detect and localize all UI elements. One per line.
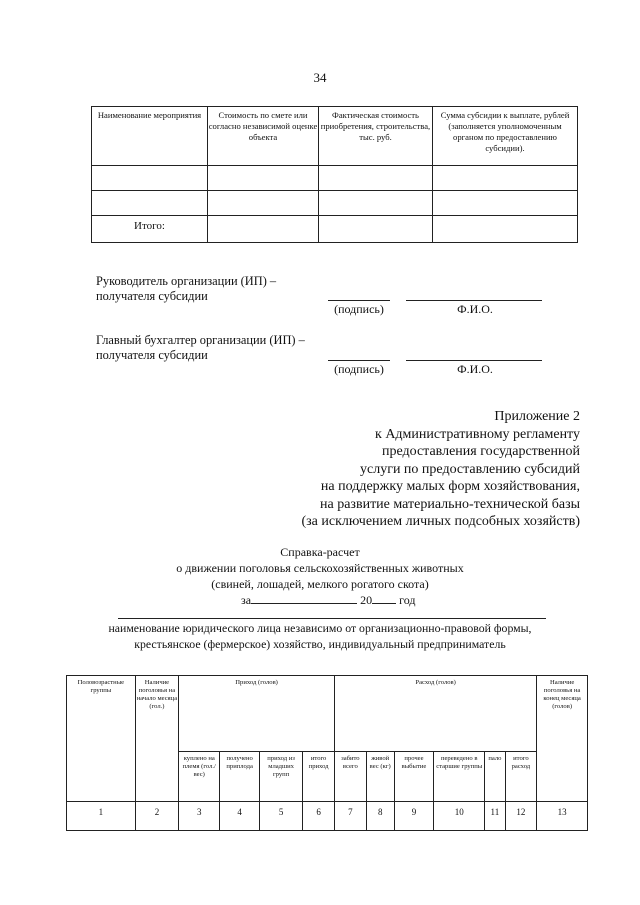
column-number: 7: [335, 802, 367, 831]
header-cell: Наличие поголовья на начало месяца (гол.): [135, 676, 178, 802]
column-number: 5: [260, 802, 303, 831]
table-cell[interactable]: [92, 191, 208, 216]
page-number: 34: [313, 70, 327, 85]
certificate-title: Справка-расчет: [280, 545, 360, 559]
total-label: Итого:: [92, 216, 208, 243]
period-prefix: за: [241, 593, 252, 607]
signature-line[interactable]: [328, 300, 390, 301]
signature-title-line: получателя субсидии: [96, 289, 208, 303]
signature-title-line: Главный бухгалтер организации (ИП) –: [96, 333, 305, 347]
signature-title-2: [96, 333, 305, 363]
period-year: 20: [360, 593, 373, 607]
table-row: [92, 166, 578, 191]
subheader-cell: переведено в старшие группы: [434, 752, 485, 802]
column-number: 2: [135, 802, 178, 831]
header-cell: Фактическая стоимость приобретения, строительства, тыс. руб.: [319, 107, 433, 166]
entity-name-line[interactable]: [118, 618, 546, 619]
subheader-cell: получено приплода: [220, 752, 260, 802]
column-number: 8: [366, 802, 394, 831]
appendix-heading: [301, 408, 580, 531]
appendix-line: услуги по предоставлению субсидий: [360, 461, 580, 477]
subheader-cell: итого приход: [303, 752, 335, 802]
subheader-cell: пало: [485, 752, 505, 802]
column-number: 1: [67, 802, 136, 831]
year-field[interactable]: [372, 603, 396, 604]
table-cell[interactable]: [433, 191, 578, 216]
column-number: 4: [220, 802, 260, 831]
column-number: 3: [179, 802, 220, 831]
table-cell[interactable]: [92, 166, 208, 191]
header-cell: Наличие поголовья на конец месяца (голов): [537, 676, 588, 802]
column-number: 13: [537, 802, 588, 831]
column-number: 12: [505, 802, 537, 831]
table-cell[interactable]: [319, 191, 433, 216]
name-caption: Ф.И.О.: [457, 302, 493, 316]
signature-title-line: Руководитель организации (ИП) –: [96, 274, 277, 288]
sign-caption: (подпись): [334, 362, 384, 376]
table-cell[interactable]: [208, 166, 319, 191]
appendix-line: предоставления государственной: [381, 444, 580, 459]
column-numbers-row: [67, 802, 588, 831]
header-cell: Расход (голов): [335, 676, 537, 752]
appendix-line: (за исключением личных подсобных хозяйств): [301, 514, 580, 529]
subsidy-table: [91, 106, 578, 243]
table-cell[interactable]: [319, 166, 433, 191]
signature-line[interactable]: [328, 360, 390, 361]
name-line[interactable]: [406, 300, 542, 301]
entity-caption: наименование юридического лица независимо от организационно-правовой формы,: [108, 621, 532, 635]
total-row: [92, 216, 578, 243]
period-field[interactable]: [251, 603, 357, 604]
table-cell[interactable]: [433, 166, 578, 191]
appendix-line: к Административному регламенту: [375, 426, 580, 442]
header-cell: Половозрастные группы: [67, 676, 136, 802]
table-cell[interactable]: [433, 216, 578, 243]
header-cell: Сумма субсидии к выплате, рублей (заполняется уполномоченным органом по предоставлению субсидии).: [433, 107, 578, 166]
header-cell: Стоимость по смете или согласно независимой оценке объекта: [208, 107, 319, 166]
name-caption: Ф.И.О.: [457, 362, 493, 376]
subheader-cell: приход из младших групп: [260, 752, 303, 802]
period-row: [241, 592, 415, 608]
table-cell[interactable]: [208, 191, 319, 216]
subheader-cell: куплено на племя (гол./вес): [179, 752, 220, 802]
header-cell: Приход (голов): [179, 676, 335, 752]
subheader-cell: итого расход: [505, 752, 537, 802]
subheader-cell: живой вес (кг): [366, 752, 394, 802]
name-line[interactable]: [406, 360, 542, 361]
certificate-subtitle: (свиней, лошадей, мелкого рогатого скота): [211, 577, 429, 591]
column-number: 10: [434, 802, 485, 831]
appendix-line: на развитие материально-технической базы: [320, 496, 580, 512]
livestock-table: [66, 675, 588, 831]
entity-caption: крестьянское (фермерское) хозяйство, индивидуальный предприниматель: [134, 637, 506, 651]
subheader-cell: забито всего: [335, 752, 367, 802]
subheader-cell: прочее выбытие: [394, 752, 434, 802]
sign-caption: (подпись): [334, 302, 384, 316]
column-number: 6: [303, 802, 335, 831]
table-row: [92, 191, 578, 216]
signature-title-line: получателя субсидии: [96, 348, 208, 362]
certificate-subtitle: о движении поголовья сельскохозяйственных животных: [176, 561, 464, 575]
column-number: 9: [394, 802, 434, 831]
period-suffix: год: [399, 593, 416, 607]
column-number: 11: [485, 802, 505, 831]
appendix-line: Приложение 2: [494, 409, 580, 424]
table-cell[interactable]: [208, 216, 319, 243]
table-cell[interactable]: [319, 216, 433, 243]
appendix-line: на поддержку малых форм хозяйствования,: [320, 479, 580, 494]
header-cell: Наименование мероприятия: [92, 107, 208, 166]
signature-title-1: [96, 274, 276, 304]
